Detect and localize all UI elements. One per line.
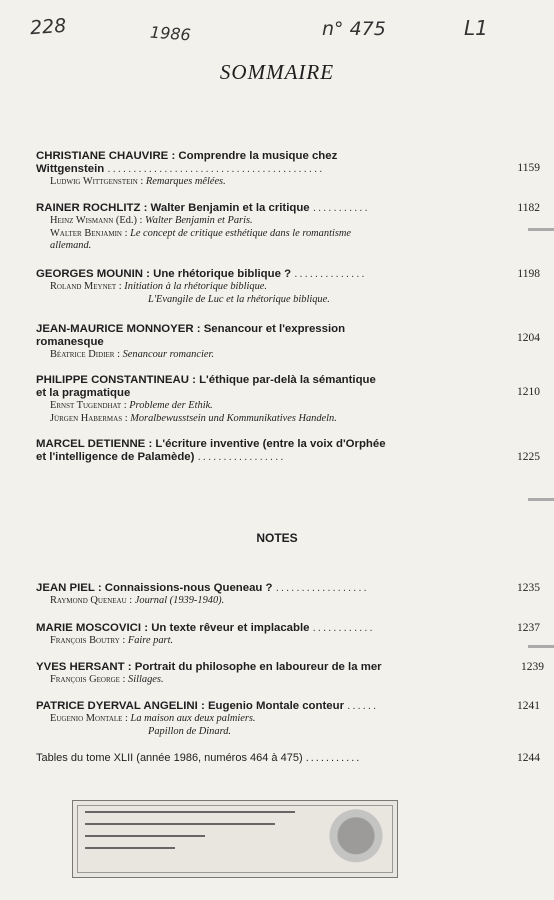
- entry-review-cont: Papillon de Dinard.: [148, 725, 232, 737]
- page-number: 1225: [517, 451, 540, 463]
- entry-heading: PHILIPPE CONSTANTINEAU : L'éthique par-delà la sémantique et la pragmatique: [36, 374, 376, 399]
- entry-review-cont: allemand.: [50, 240, 92, 251]
- entry-review: Ludwig Wittgenstein : Remarques mêlées.: [50, 176, 226, 187]
- entry-review: François Boutry : Faire part.: [50, 635, 174, 646]
- entry-heading: MARIE MOSCOVICI : Un texte rêveur et implacable ............: [36, 622, 375, 634]
- handwritten-code: L1: [464, 16, 488, 40]
- toc-entry: [36, 661, 544, 687]
- page-number: 1237: [517, 622, 540, 634]
- handwritten-number: 228: [29, 14, 67, 40]
- entry-heading: CHRISTIANE CHAUVIRE : Comprendre la musique chez Wittgenstein ..........................................: [36, 150, 338, 175]
- entry-heading: JEAN PIEL : Connaissions-nous Queneau ? ..................: [36, 582, 369, 594]
- page-number: 1244: [517, 752, 540, 764]
- toc-entry: [36, 582, 540, 608]
- entry-review: Béatrice Didier : Senancour romancier.: [50, 349, 214, 360]
- entry-review: Ernst Tugendhat : Probleme der Ethik.: [50, 400, 213, 411]
- entry-heading: MARCEL DETIENNE : L'écriture inventive (entre la voix d'Orphée et l'intelligence de Palamède) .................: [36, 438, 386, 463]
- page-number: 1210: [517, 386, 540, 398]
- notes-heading: NOTES: [256, 531, 298, 545]
- entry-heading: PATRICE DYERVAL ANGELINI : Eugenio Montale conteur ......: [36, 700, 379, 712]
- toc-entry: [36, 323, 540, 362]
- tables-entry: Tables du tome XLII (année 1986, numéros 464 à 475) ........... 1244: [36, 752, 540, 764]
- entry-review: Eugenio Montale : La maison aux deux palmiers.: [50, 713, 256, 724]
- toc-entry: [36, 268, 540, 306]
- entry-heading: YVES HERSANT : Portrait du philosophe en laboureur de la mer: [36, 661, 382, 673]
- entry-heading: JEAN-MAURICE MONNOYER : Senancour et l'expression romanesque: [36, 323, 346, 348]
- entry-review: Roland Meynet : Initiation à la rhétorique biblique.: [50, 281, 267, 292]
- handwritten-year: 1986: [149, 22, 192, 45]
- handwritten-issue: n° 475: [322, 18, 386, 40]
- entry-review: Jürgen Habermas : Moralbewusstsein und Kommunikatives Handeln.: [50, 412, 337, 424]
- entry-review: François George : Sillages.: [50, 674, 164, 685]
- entry-review-cont: L'Evangile de Luc et la rhétorique biblique.: [148, 293, 330, 305]
- page-edge-tab: [528, 498, 554, 501]
- entry-review: Raymond Queneau : Journal (1939-1940).: [50, 595, 225, 606]
- page-title: SOMMAIRE: [219, 60, 335, 84]
- entry-heading: GEORGES MOUNIN : Une rhétorique biblique ? ..............: [36, 268, 367, 280]
- stamp-text-lines: [85, 811, 305, 859]
- toc-entry: [36, 374, 540, 425]
- entry-review: Heinz Wismann (Ed.) : Walter Benjamin et Paris.: [50, 215, 253, 226]
- page-number: 1182: [517, 202, 540, 214]
- page-number: 1241: [517, 700, 540, 712]
- toc-entry: [36, 438, 540, 464]
- library-stamp: [72, 800, 398, 878]
- toc-entry: [36, 150, 540, 189]
- page-number: 1239: [521, 661, 544, 673]
- page-number: 1235: [517, 582, 540, 594]
- page-number: 1198: [517, 268, 540, 280]
- entry-review: Walter Benjamin : Le concept de critique esthétique dans le romantisme: [50, 227, 352, 239]
- page-number: 1204: [517, 332, 540, 344]
- entry-heading: RAINER ROCHLITZ : Walter Benjamin et la critique ...........: [36, 202, 370, 214]
- page-edge-tab: [528, 645, 554, 648]
- toc-entry: [36, 202, 540, 253]
- toc-entry: [36, 700, 540, 738]
- page-edge-tab: [528, 228, 554, 231]
- toc-entry: [36, 622, 540, 648]
- page-number: 1159: [517, 162, 540, 174]
- stamp-logo-icon: [323, 807, 389, 871]
